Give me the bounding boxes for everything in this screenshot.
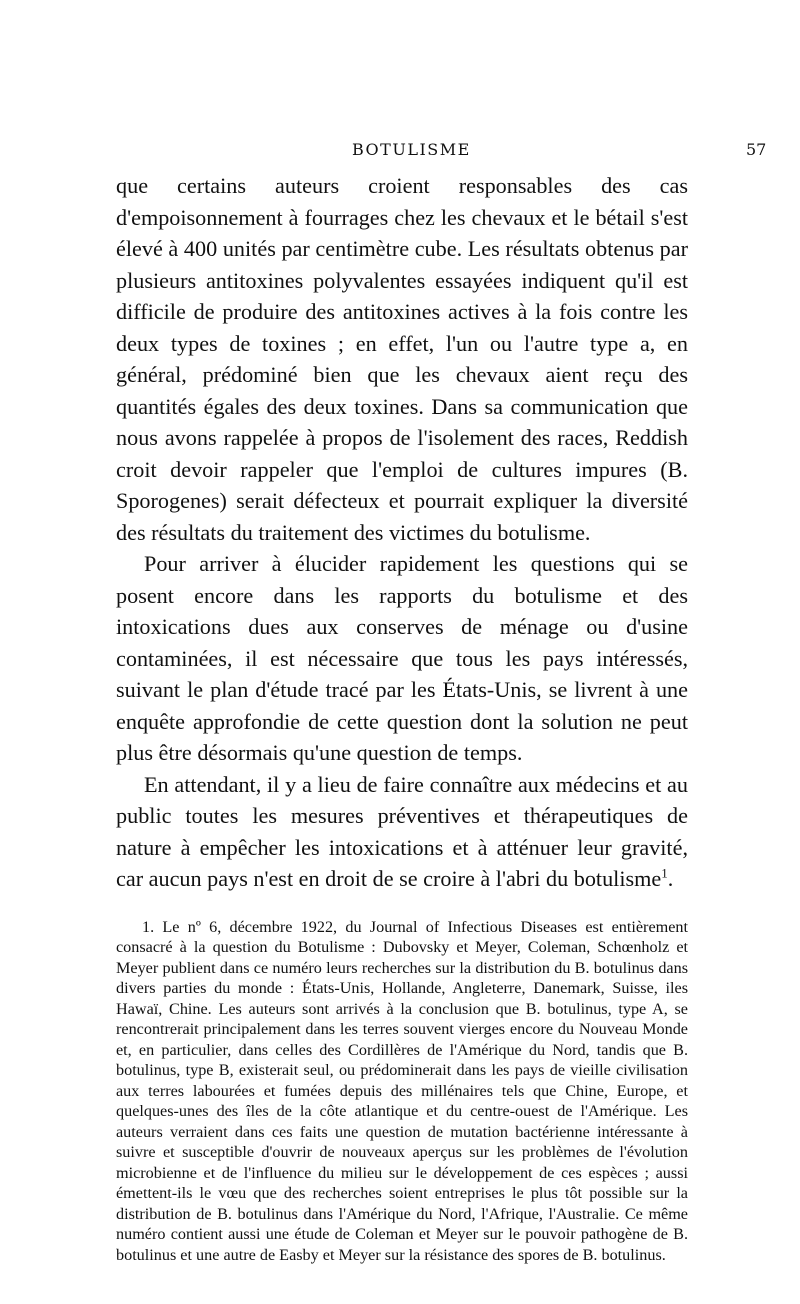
footnote-reference: 1 [661, 865, 668, 881]
paragraph: que certains auteurs croient responsables des cas d'empoisonnement à fourrages chez les chevaux et le bétail s'est élevé à 400 unités par centimètre cube. Les résultats obtenus par plusieurs antitoxines polyvalentes essayées indiquent qu'il est difficile de produire des antitoxines actives à la fois contre les deux types de toxines ; en effet, l'un ou l'autre type a, en général, prédominé bien que les chevaux aient reçu des quantités égales des deux toxines. Dans sa communication que nous avons rappelée à propos de l'isolement des races, Reddish croit devoir rappeler que l'emploi de cultures impures (B. Sporogenes) serait défecteux et pourrait expliquer la diversité des résultats du traitement des victimes du botulisme. [116, 173, 688, 545]
paragraph-text: En attendant, il y a lieu de faire connaître aux médecins et au public toutes les mesures préventives et thérapeutiques de nature à empêcher les intoxications et à atténuer leur gravité, car aucun pays n'est en droit de se croire à l'abri du botulisme [116, 771, 688, 891]
main-text [116, 170, 688, 1265]
footnote: 1. Le nº 6, décembre 1922, du Journal of Infectious Diseases est entièrement consacré à la question du Botulisme : Dubovsky et Meyer, Coleman, Schœnholz et Meyer publient dans ce numéro leurs recherches sur la distribution du B. botulinus dans divers parties du monde : États-Unis, Hollande, Angleterre, Danemark, Suisse, iles Hawaï, Chine. Les auteurs sont arrivés à la conclusion que B. botulinus, type A, se rencontrerait principalement dans les terres souvent vierges encore du Nouveau Monde et, en particulier, dans celles des Cordillères de l'Amérique du Nord, tandis que B. botulinus, type B, existerait seul, ou prédominerait dans les pays de vieille civilisation aux terres labourées et fumées depuis des millénaires tels que Chine, Europe, et quelques-unes des îles de la côte atlantique et du centre-ouest de l'Amérique. Les auteurs verraient dans ces faits une question de mutation bactérienne intéressante à suivre et susceptible d'ouvrir de nouveaux aperçus sur les problèmes de l'évolution microbienne et de l'influence du milieu sur le développement de ces espèces ; aussi émettent-ils le vœu que des recherches soient entreprises le plus tôt possible sur la distribution de B. botulinus dans l'Amérique du Nord, l'Afrique, l'Australie. Ce même numéro contient aussi une étude de Coleman et Meyer sur le pouvoir pathogène de B. botulinus et une autre de Easby et Meyer sur la résistance des spores de B. botulinus. [116, 917, 688, 1264]
page-number: 57 [746, 140, 767, 159]
running-title: BOTULISME [352, 140, 471, 159]
paragraph: Pour arriver à élucider rapidement les questions qui se posent encore dans les rapports du botulisme et des intoxications dues aux conserves de ménage ou d'usine contaminées, il est nécessaire que tous les pays intéressés, suivant le plan d'étude tracé par les États-Unis, se livrent à une enquête approfondie de cette question dont la solution ne peut plus être désormais qu'une question de temps. [116, 551, 688, 765]
paragraph-with-footnote-ref: En attendant, il y a lieu de faire connaître aux médecins et au public toutes les mesures préventives et thérapeutiques de nature à empêcher les intoxications et à atténuer leur gravité, car aucun pays n'est en droit de se croire à l'abri du botulisme$^1$. [116, 771, 688, 891]
